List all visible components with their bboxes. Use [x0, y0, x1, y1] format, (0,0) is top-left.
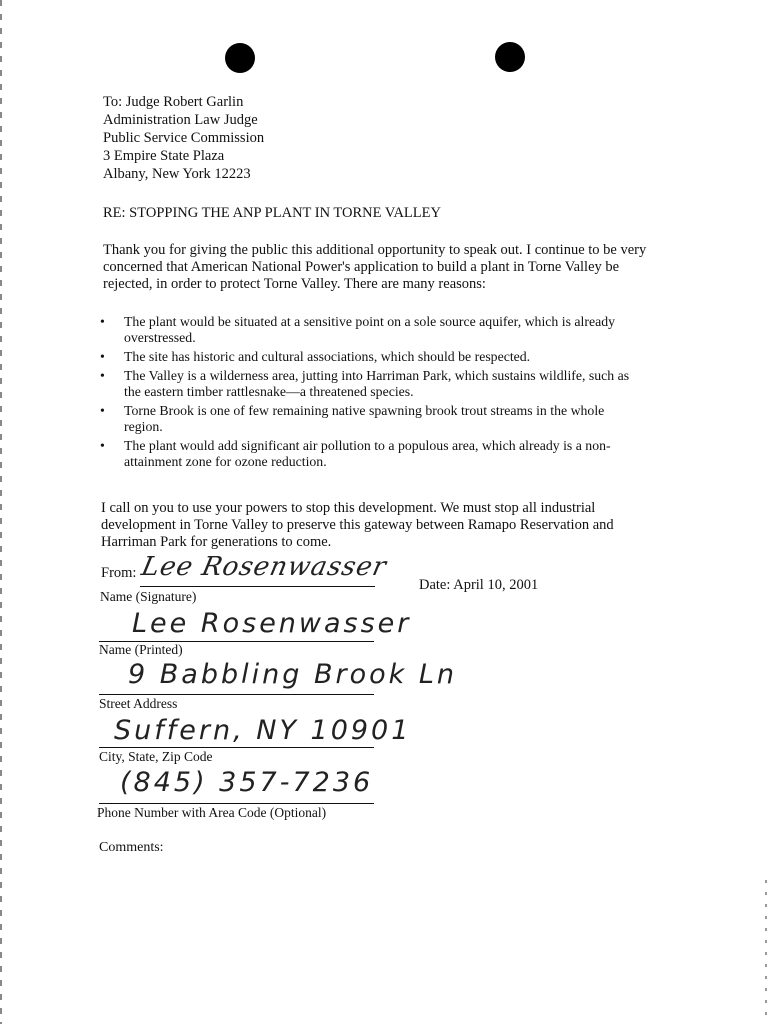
bullet-icon: •: [100, 314, 105, 329]
reason-text: The Valley is a wilderness area, jutting into Harriman Park, which sustains wildlife, such as the eastern timber rattlesnake—a threatened species.: [124, 368, 630, 399]
comments-label: Comments:: [99, 840, 164, 855]
phone-value: (845) 357-7236: [120, 767, 374, 798]
name-signature-label: Name (Signature): [100, 589, 197, 604]
intro-paragraph: Thank you for giving the public this additional opportunity to speak out. I continue to be very concerned that American National Power's application to build a plant in Torne Valley be rejected, in order to protect Torne Valley. There are many reasons:: [103, 242, 647, 292]
reason-text: The plant would be situated at a sensitive point on a sole source aquifer, which is already overstressed.: [124, 314, 616, 345]
closing-paragraph: I call on you to use your powers to stop this development. We must stop all industrial development in Torne Valley to preserve this gateway between Ramapo Reservation and Harriman Park for generations to come.: [101, 500, 614, 550]
list-item: [100, 368, 645, 400]
reason-text: Torne Brook is one of few remaining native spawning brook trout streams in the whole region.: [124, 403, 605, 434]
bullet-icon: •: [100, 438, 105, 453]
handwritten-signature: Lee Rosenwasser: [138, 552, 390, 582]
recipient-address: [103, 93, 264, 183]
street-address-label: Street Address: [99, 696, 178, 711]
list-item: [100, 314, 645, 346]
punch-hole-icon: [225, 43, 255, 73]
name-printed-value: Lee Rosenwasser: [132, 608, 412, 639]
reason-text: The site has historic and cultural associations, which should be respected.: [124, 349, 531, 364]
scan-edge-right: [765, 880, 767, 1020]
address-line: 3 Empire State Plaza: [103, 148, 225, 164]
reasons-list: [100, 314, 645, 473]
list-item: [100, 403, 645, 435]
punch-hole-icon: [495, 42, 525, 72]
signature-line: [140, 586, 375, 587]
reason-text: The plant would add significant air pollution to a populous area, which already is a non-attainment zone for ozone reduction.: [124, 438, 611, 469]
city-state-zip-line: [99, 747, 374, 748]
date-text: Date: April 10, 2001: [419, 577, 539, 593]
bullet-icon: •: [100, 403, 105, 418]
list-item: [100, 349, 645, 365]
address-line: To: Judge Robert Garlin: [103, 94, 244, 110]
name-printed-label: Name (Printed): [99, 642, 183, 657]
address-line: Administration Law Judge: [103, 112, 258, 128]
city-state-zip-value: Suffern, NY 10901: [114, 715, 412, 746]
address-line: Public Service Commission: [103, 130, 265, 146]
street-address-value: 9 Babbling Brook Ln: [128, 659, 457, 690]
phone-line: [99, 803, 374, 804]
address-line: Albany, New York 12223: [103, 166, 251, 182]
subject-line: RE: STOPPING THE ANP PLANT IN TORNE VALLEY: [103, 205, 441, 221]
city-state-zip-label: City, State, Zip Code: [99, 749, 213, 764]
street-address-line: [99, 694, 374, 695]
bullet-icon: •: [100, 368, 105, 383]
phone-label: Phone Number with Area Code (Optional): [97, 805, 327, 820]
scan-edge-left: [0, 0, 2, 1024]
list-item: [100, 438, 645, 470]
from-label: From:: [101, 565, 137, 581]
bullet-icon: •: [100, 349, 105, 364]
